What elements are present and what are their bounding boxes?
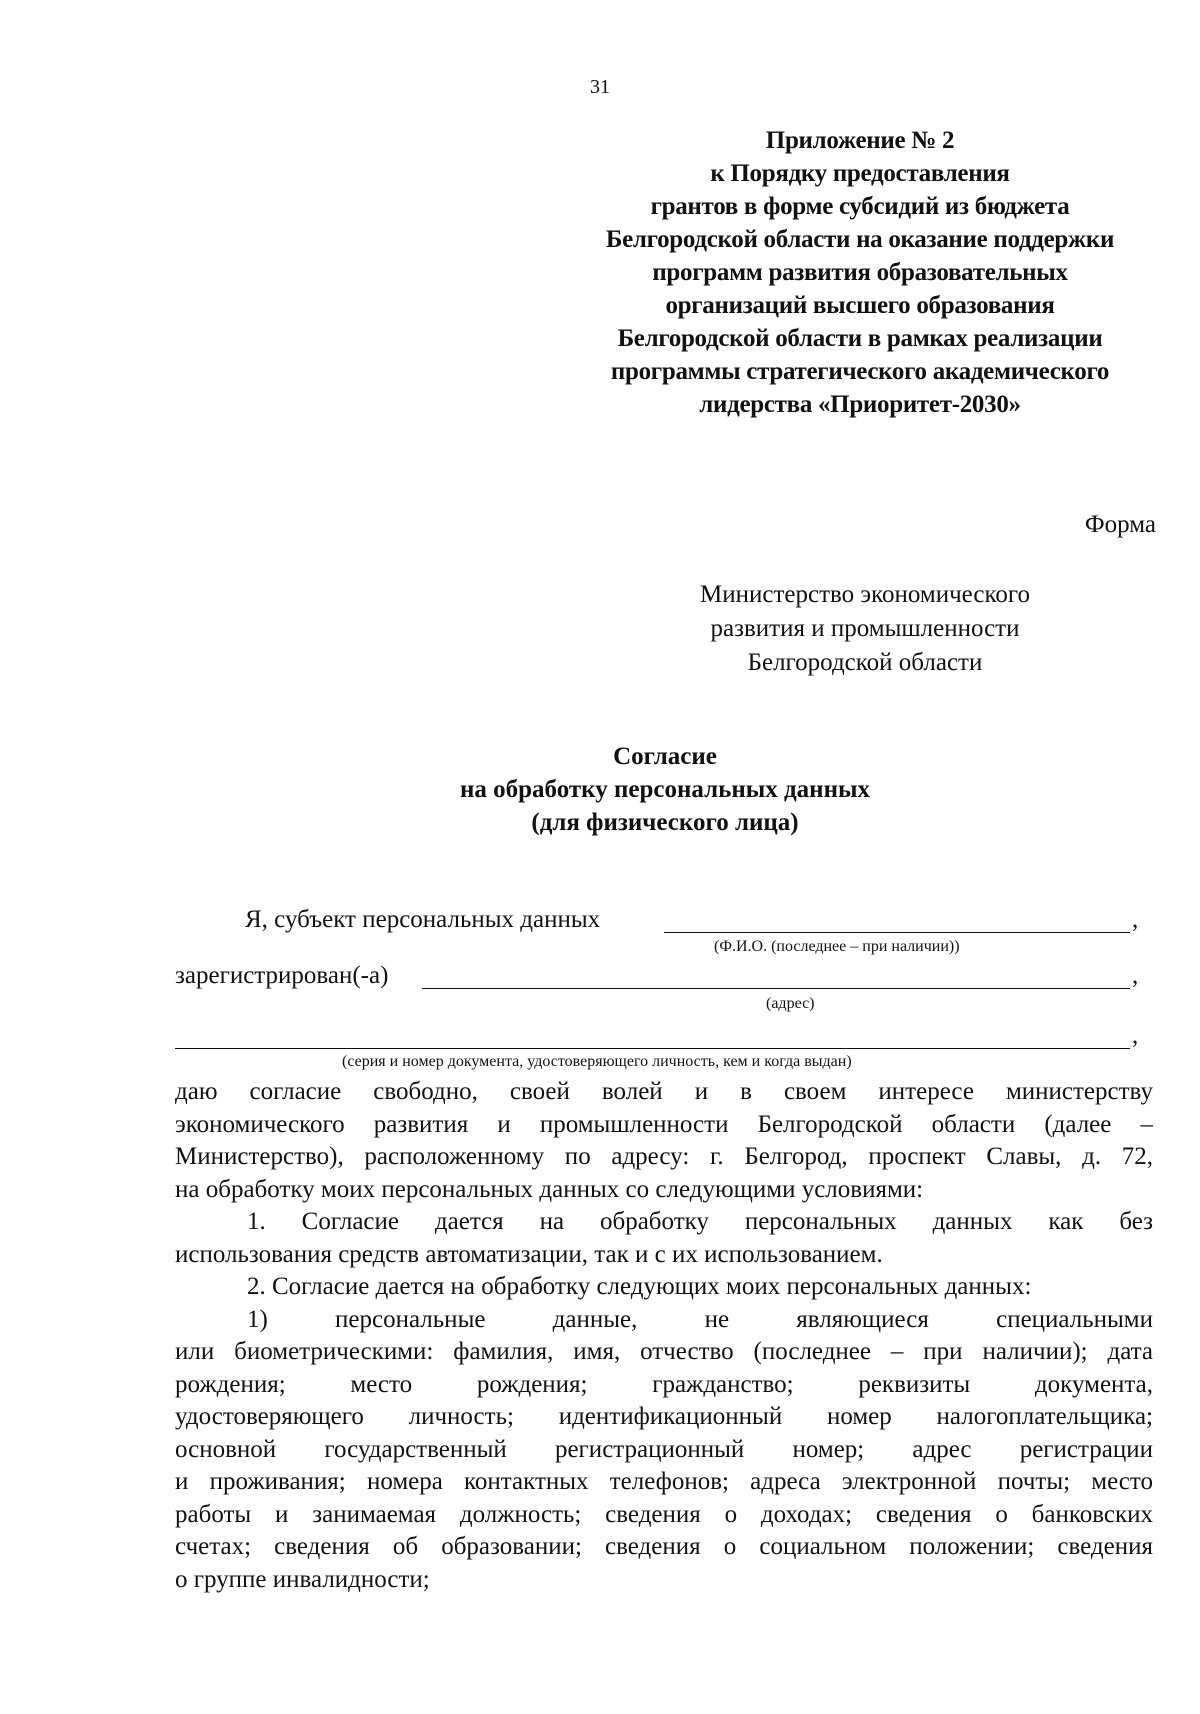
- subject-label: Я, субъект персональных данных: [245, 906, 601, 933]
- comma: ,: [1132, 906, 1139, 933]
- appendix-header: [560, 124, 1160, 421]
- item-2-line: 2. Согласие дается на обработку следующих моих персональных данных:: [247, 1273, 1032, 1300]
- subject-name-field[interactable]: [664, 902, 1130, 933]
- appendix-line: Белгородской области на оказание поддержки: [605, 226, 1115, 253]
- ministry-line: Министерство экономического: [700, 581, 1030, 608]
- comma: ,: [1132, 1022, 1139, 1049]
- registered-label: зарегистрирован(-а): [175, 962, 389, 989]
- appendix-line: лидерства «Приоритет-2030»: [699, 391, 1021, 418]
- intro-line: Министерство), расположенному по адресу: г. Белгород, проспект Славы, д. 72,: [175, 1143, 1153, 1170]
- subject-caption: (Ф.И.О. (последнее – при наличии)): [714, 938, 960, 955]
- comma: ,: [1132, 962, 1139, 989]
- appendix-line: программ развития образовательных: [652, 259, 1068, 286]
- consent-title: [0, 740, 1200, 839]
- sub-item-1-line: о группе инвалидности;: [175, 1565, 430, 1593]
- consent-body: [175, 1076, 1153, 1596]
- ministry-line: Белгородской области: [747, 649, 983, 676]
- appendix-line: организаций высшего образования: [665, 292, 1055, 319]
- document-caption: (серия и номер документа, удостоверяющего личность, кем и когда выдан): [342, 1053, 852, 1070]
- sub-item-1-line: работы и занимаемая должность; сведения о доходах; сведения о банковских: [175, 1500, 1153, 1528]
- intro-line: даю согласие свободно, своей волей и в своем интересе министерству: [175, 1078, 1153, 1105]
- form-label: Форма: [1084, 511, 1156, 538]
- sub-item-1-line: 1) персональные данные, не являющиеся специальными: [247, 1305, 1153, 1333]
- appendix-line: Приложение № 2: [765, 127, 955, 154]
- address-caption: (адрес): [766, 995, 815, 1012]
- identity-document-field[interactable]: [175, 1018, 1130, 1049]
- item-1-line: использования средств автоматизации, так и с их использованием.: [175, 1240, 883, 1268]
- ministry-line: развития и промышленности: [710, 615, 1020, 642]
- ministry-addressee: [620, 578, 1110, 680]
- sub-item-1-line: и проживания; номера контактных телефонов; адреса электронной почты; место: [175, 1468, 1153, 1495]
- appendix-line: грантов в форме субсидий из бюджета: [650, 193, 1070, 220]
- appendix-line: Белгородской области в рамках реализации: [617, 325, 1103, 352]
- appendix-line: программы стратегического академического: [610, 358, 1110, 385]
- sub-item-1-line: основной государственный регистрационный номер; адрес регистрации: [175, 1435, 1153, 1463]
- sub-item-1-line: или биометрическими: фамилия, имя, отчество (последнее – при наличии); дата: [175, 1338, 1153, 1365]
- item-1-line: 1. Согласие дается на обработку персональных данных как без: [247, 1208, 1153, 1235]
- intro-line: на обработку моих персональных данных со следующими условиями:: [175, 1175, 924, 1203]
- appendix-line: к Порядку предоставления: [710, 160, 1010, 187]
- address-field[interactable]: [422, 958, 1130, 989]
- consent-title-line: на обработку персональных данных: [460, 776, 870, 803]
- intro-line: экономического развития и промышленности Белгородской области (далее –: [175, 1110, 1153, 1138]
- sub-item-1-line: рождения; место рождения; гражданство; реквизиты документа,: [175, 1370, 1153, 1398]
- sub-item-1-line: счетах; сведения об образовании; сведения о социальном положении; сведения: [175, 1533, 1153, 1560]
- page-number: 31: [590, 76, 610, 98]
- consent-title-line: Согласие: [613, 743, 717, 770]
- sub-item-1-line: удостоверяющего личность; идентификационный номер налогоплательщика;: [175, 1403, 1153, 1430]
- consent-title-line: (для физического лица): [531, 809, 799, 836]
